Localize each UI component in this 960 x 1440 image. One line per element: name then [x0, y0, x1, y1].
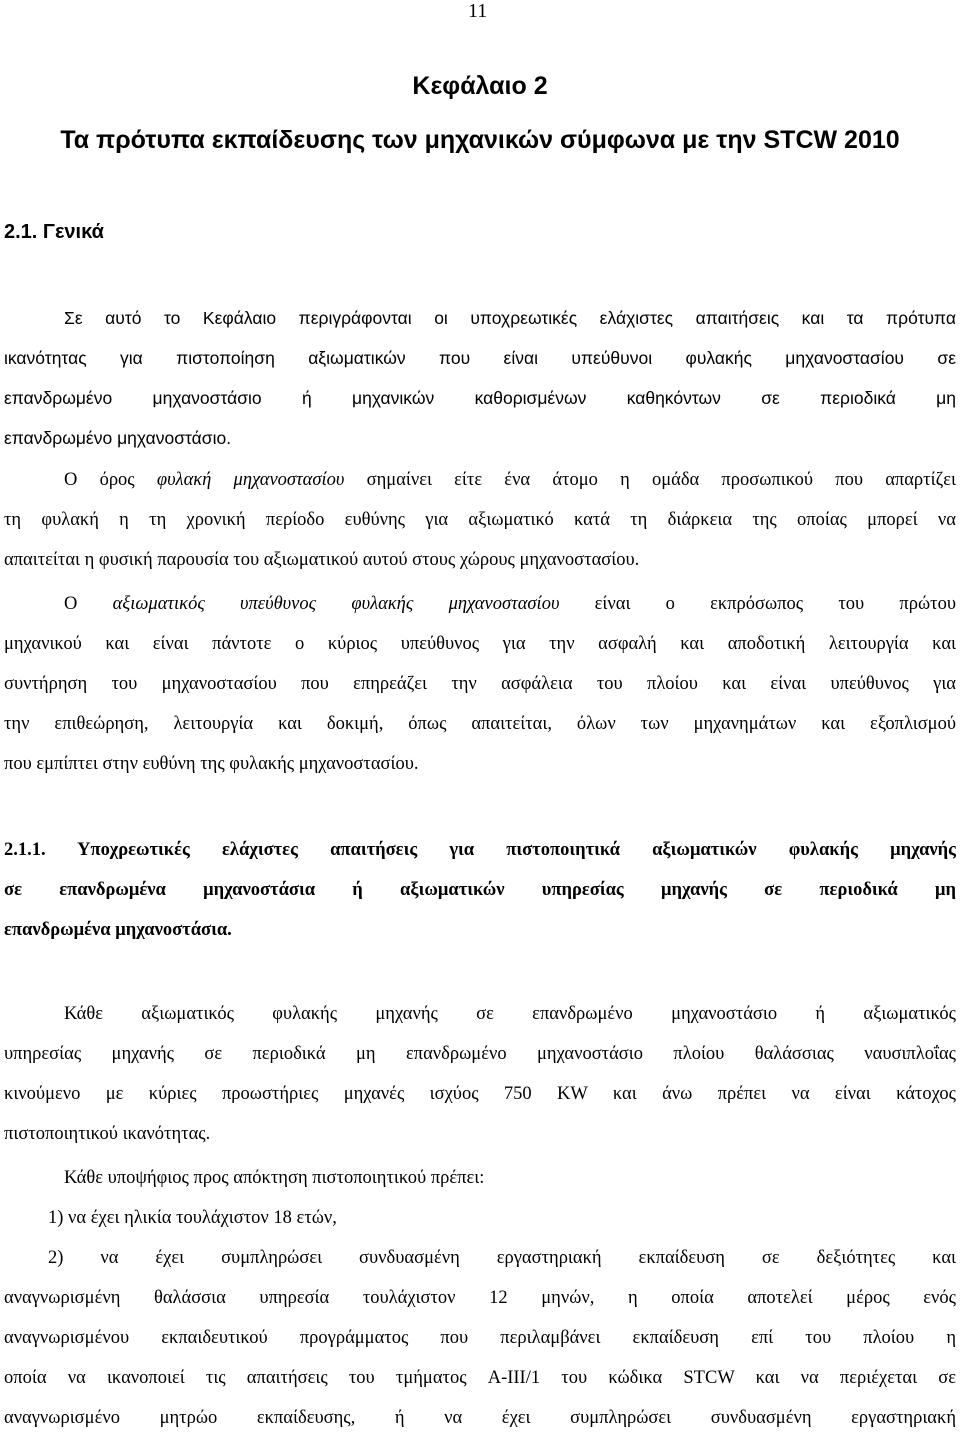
- text-line: οποία να ικανοποιεί τις απαιτήσεις του τμήματος A-III/1 του κώδικα STCW και να περιέχεται σε: [4, 1368, 956, 1388]
- chapter-title: Τα πρότυπα εκπαίδευσης των μηχανικών σύμφωνα με την STCW 2010: [60, 126, 900, 154]
- text-line: Κάθε αξιωματικός φυλακής μηχανής σε επανδρωμένο μηχανοστάσιο ή αξιωματικός: [64, 1004, 956, 1024]
- text-line: συντήρηση του μηχανοστασίου που επηρεάζει την ασφάλεια του πλοίου και είναι υπεύθυνος για: [4, 674, 956, 694]
- text-line: αναγνωρισμένη θαλάσσια υπηρεσία τουλάχιστον 12 μηνών, η οποία αποτελεί μέρος ενός: [4, 1288, 956, 1308]
- defined-term: φυλακή μηχανοστασίου: [156, 470, 345, 490]
- text-line: που εμπίπτει στην ευθύνη της φυλακής μηχανοστασίου.: [4, 754, 419, 774]
- heading-line: σε επανδρωμένα μηχανοστάσια ή αξιωματικών υπηρεσίας μηχανής σε περιοδικά μη: [4, 880, 956, 900]
- certificate-requirement-paragraph: [4, 994, 956, 1154]
- text-line: αναγνωρισμένου εκπαιδευτικού προγράμματος που περιλαμβάνει εκπαίδευση επί του πλοίου η: [4, 1328, 956, 1348]
- engine-watch-definition-paragraph: [4, 460, 956, 580]
- text-span: είναι ο εκπρόσωπος του πρώτου: [559, 594, 956, 614]
- text-line: ικανότητας για πιστοποίηση αξιωματικών που είναι υπεύθυνοι φυλακής μηχανοστασίου σε: [4, 348, 956, 368]
- intro-paragraph: [4, 298, 956, 458]
- text-line: επανδρωμένο μηχανοστάσιο ή μηχανικών καθορισμένων καθηκόντων σε περιοδικά μη: [4, 388, 956, 408]
- text-line: την επιθεώρηση, λειτουργία και δοκιμή, όπως απαιτείται, όλων των μηχανημάτων και εξοπλισμού: [4, 714, 956, 734]
- text-line: Κάθε υποψήφιος προς απόκτηση πιστοποιητικού πρέπει:: [64, 1168, 485, 1188]
- text-span: Ο όρος: [64, 470, 157, 490]
- text-line: κινούμενο με κύριες προωστήριες μηχανές ισχύος 750 KW και άνω πρέπει να είναι κάτοχος: [4, 1084, 956, 1104]
- section-heading: 2.1. Γενικά: [4, 221, 104, 243]
- page-number: 11: [468, 0, 488, 22]
- text-line: αναγνωρισμένο μητρώο εκπαίδευσης, ή να έχει συμπληρώσει συνδυασμένη εργαστηριακή: [4, 1408, 956, 1428]
- heading-line: επανδρωμένα μηχανοστάσια.: [4, 920, 232, 940]
- text-line: υπηρεσίας μηχανής σε περιοδικά μη επανδρωμένο μηχανοστάσιο πλοίου θαλάσσιας ναυσιπλοΐας: [4, 1044, 956, 1064]
- list-item: 1) να έχει ηλικία τουλάχιστον 18 ετών,: [48, 1208, 337, 1228]
- text-line: [4, 584, 956, 624]
- text-line: επανδρωμένο μηχανοστάσιο.: [4, 428, 232, 448]
- list-item: 2) να έχει συμπληρώσει συνδυασμένη εργαστηριακή εκπαίδευση σε δεξιότητες και: [48, 1248, 956, 1268]
- candidate-requirements: [4, 1158, 956, 1438]
- text-line: μηχανικού και είναι πάντοτε ο κύριος υπεύθυνος για την ασφαλή και αποδοτική λειτουργία και: [4, 634, 956, 654]
- text-line: [4, 460, 956, 500]
- text-line: πιστοποιητικού ικανότητας.: [4, 1124, 211, 1144]
- defined-term: αξιωματικός υπεύθυνος φυλακής μηχανοστασίου: [112, 594, 560, 614]
- text-span: Ο: [64, 594, 113, 614]
- chapter-label: Κεφάλαιο 2: [412, 72, 548, 100]
- heading-line: 2.1.1. Υποχρεωτικές ελάχιστες απαιτήσεις για πιστοποιητικά αξιωματικών φυλακής μηχανής: [4, 840, 956, 860]
- text-line: Σε αυτό το Κεφάλαιο περιγράφονται οι υποχρεωτικές ελάχιστες απαιτήσεις και τα πρότυπα: [64, 308, 956, 328]
- text-span: σημαίνει είτε ένα άτομο η ομάδα προσωπικού που απαρτίζει: [344, 470, 956, 490]
- text-line: απαιτείται η φυσική παρουσία του αξιωματικού αυτού στους χώρους μηχανοστασίου.: [4, 550, 640, 570]
- text-line: τη φυλακή η τη χρονική περίοδο ευθύνης για αξιωματικό κατά τη διάρκεια της οποίας μπορεί να: [4, 510, 956, 530]
- officer-definition-paragraph: [4, 584, 956, 784]
- subsection-heading: [4, 830, 956, 950]
